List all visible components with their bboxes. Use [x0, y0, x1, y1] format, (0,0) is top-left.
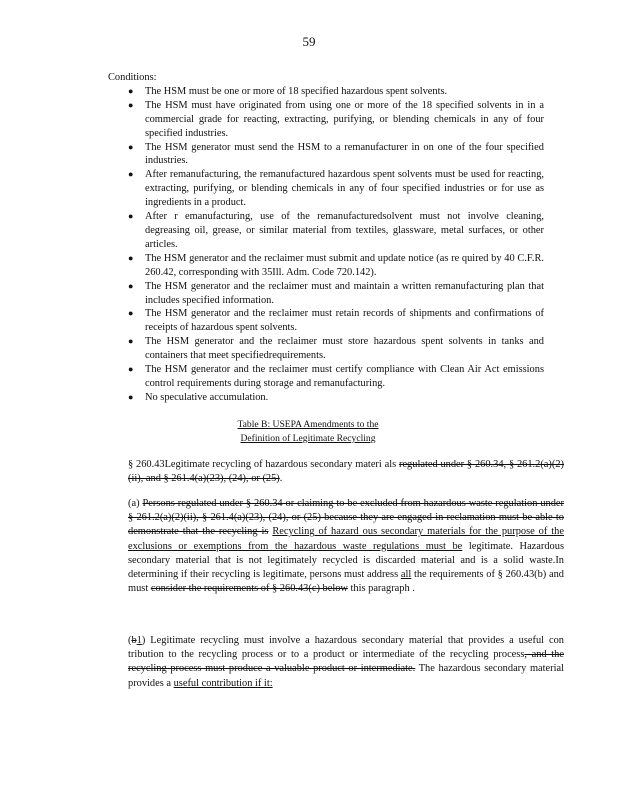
body-text: legitimate. Hazardous secondary material that is not legitimately recycled is discarded material and is a solid waste.In determining if their recycling is legitimate, persons must address [128, 540, 564, 581]
deleted-text: b [131, 635, 137, 646]
bullet-icon: ● [128, 85, 134, 96]
list-item: ● The HSM generator and the reclaimer must retain records of shipments and confirmations of receipts of hazardous spent solvents. [128, 308, 544, 334]
subsection-label: (a) [128, 498, 140, 509]
table-caption-line1: Table B: USEPA Amendments to the [237, 419, 379, 430]
table-caption-line2: Definition of Legitimate Recycling [240, 433, 376, 444]
list-item: ● The HSM generator must send the HSM to a remanufacturer in on one of the four specified industries. [128, 141, 544, 167]
section-heading-paragraph [108, 458, 564, 486]
bullet-icon: ● [128, 364, 134, 375]
bullet-icon: ● [128, 169, 134, 180]
bullet-icon: ● [128, 336, 134, 347]
conditions-label: Conditions: [108, 72, 157, 83]
body-text: this paragraph . [350, 583, 415, 595]
bullet-icon: ● [128, 99, 134, 110]
bullet-icon: ● [128, 252, 134, 263]
subsection-b1-paragraph [108, 634, 564, 691]
paren-open: ( [128, 635, 132, 646]
bullet-icon: ● [128, 280, 134, 291]
inserted-text: 1 [136, 635, 142, 646]
table-caption [200, 418, 416, 446]
deleted-text: , and the recycling process must produce a valuable product or intermediate. [128, 649, 564, 675]
inserted-text: useful contribution if it: [173, 677, 273, 689]
list-item: ● The HSM must have originated from using one or more of the 18 specified solvents in in a commercial grade for reacting, extracting, purifying, or blending chemicals in any of four specified industries. [128, 99, 544, 139]
list-item: ● After r emanufacturing, use of the remanufacturedsolvent must not involve cleaning, degreasing oil, grease, or similar material from textiles, glassware, metal surfaces, or other articles. [128, 211, 544, 250]
subsection-a-paragraph [108, 497, 564, 596]
inserted-text: Recycling of hazard ous secondary materials for the purpose of the exclusions or exemptions from the hazardous waste regulations must be [128, 526, 564, 552]
list-item: ● The HSM generator and the reclaimer must store hazardous spent solvents in tanks and containers that meet specifiedrequirements. [128, 336, 544, 362]
body-text: ) Legitimate recycling must involve a hazardous secondary material that provides a useful con tribution to the recycling process or to a product or intermediate of the recycling process [128, 635, 564, 661]
section-heading-text: § 260.43Legitimate recycling of hazardous secondary materi als [128, 459, 397, 470]
body-text: The hazardous secondary material provides a [128, 663, 565, 689]
body-text: the requirements of § 260.43(b) and must [128, 569, 564, 595]
list-item: ● No speculative accumulation. [128, 391, 269, 403]
list-item: ● After remanufacturing, the remanufactured hazardous spent solvents must be used for reacting, extracting, purifying, or blending chemicals in any of four specified industries or for use as ingredients in a product. [128, 169, 544, 209]
list-item: ● The HSM generator and the reclaimer must submit and update notice (as re quired by 40 C.F.R. 260.42, corresponding with 35Ill. Adm. Code 720.142). [128, 252, 544, 278]
deleted-text: Persons regulated under § 260.34 or claiming to be excluded from hazardous waste regulation under § 261.2(a)(2)(ii), § 261.4(a)(23), (24), or (25) because they are engaged in reclamation must be able to demonstrate that the recycling is [128, 498, 564, 538]
conditions-section [108, 71, 544, 405]
conditions-list [108, 85, 544, 405]
list-item: ● The HSM generator and the reclaimer must certify compliance with Clean Air Act emissions control requirements during storage and remanufacturing. [128, 364, 544, 389]
page-number: 59 [302, 34, 316, 49]
section-heading-end: . [279, 473, 283, 485]
list-item: ● The HSM generator and the reclaimer must and maintain a written remanufacturing plan that includes specified information. [128, 280, 544, 306]
inserted-text: all [400, 569, 412, 581]
bullet-icon: ● [128, 141, 134, 152]
deleted-text: consider the requirements of § 260.43(c) below [150, 583, 348, 595]
list-item: ● The HSM must be one or more of 18 specified hazardous spent solvents. [128, 85, 448, 97]
bullet-icon: ● [128, 211, 134, 222]
bullet-icon: ● [128, 308, 134, 319]
bullet-icon: ● [128, 391, 134, 402]
deleted-text: regulated under § 260.34, § 261.2(a)(2)(ii), and § 261.4(a)(23), (24), or (25) [128, 459, 564, 485]
